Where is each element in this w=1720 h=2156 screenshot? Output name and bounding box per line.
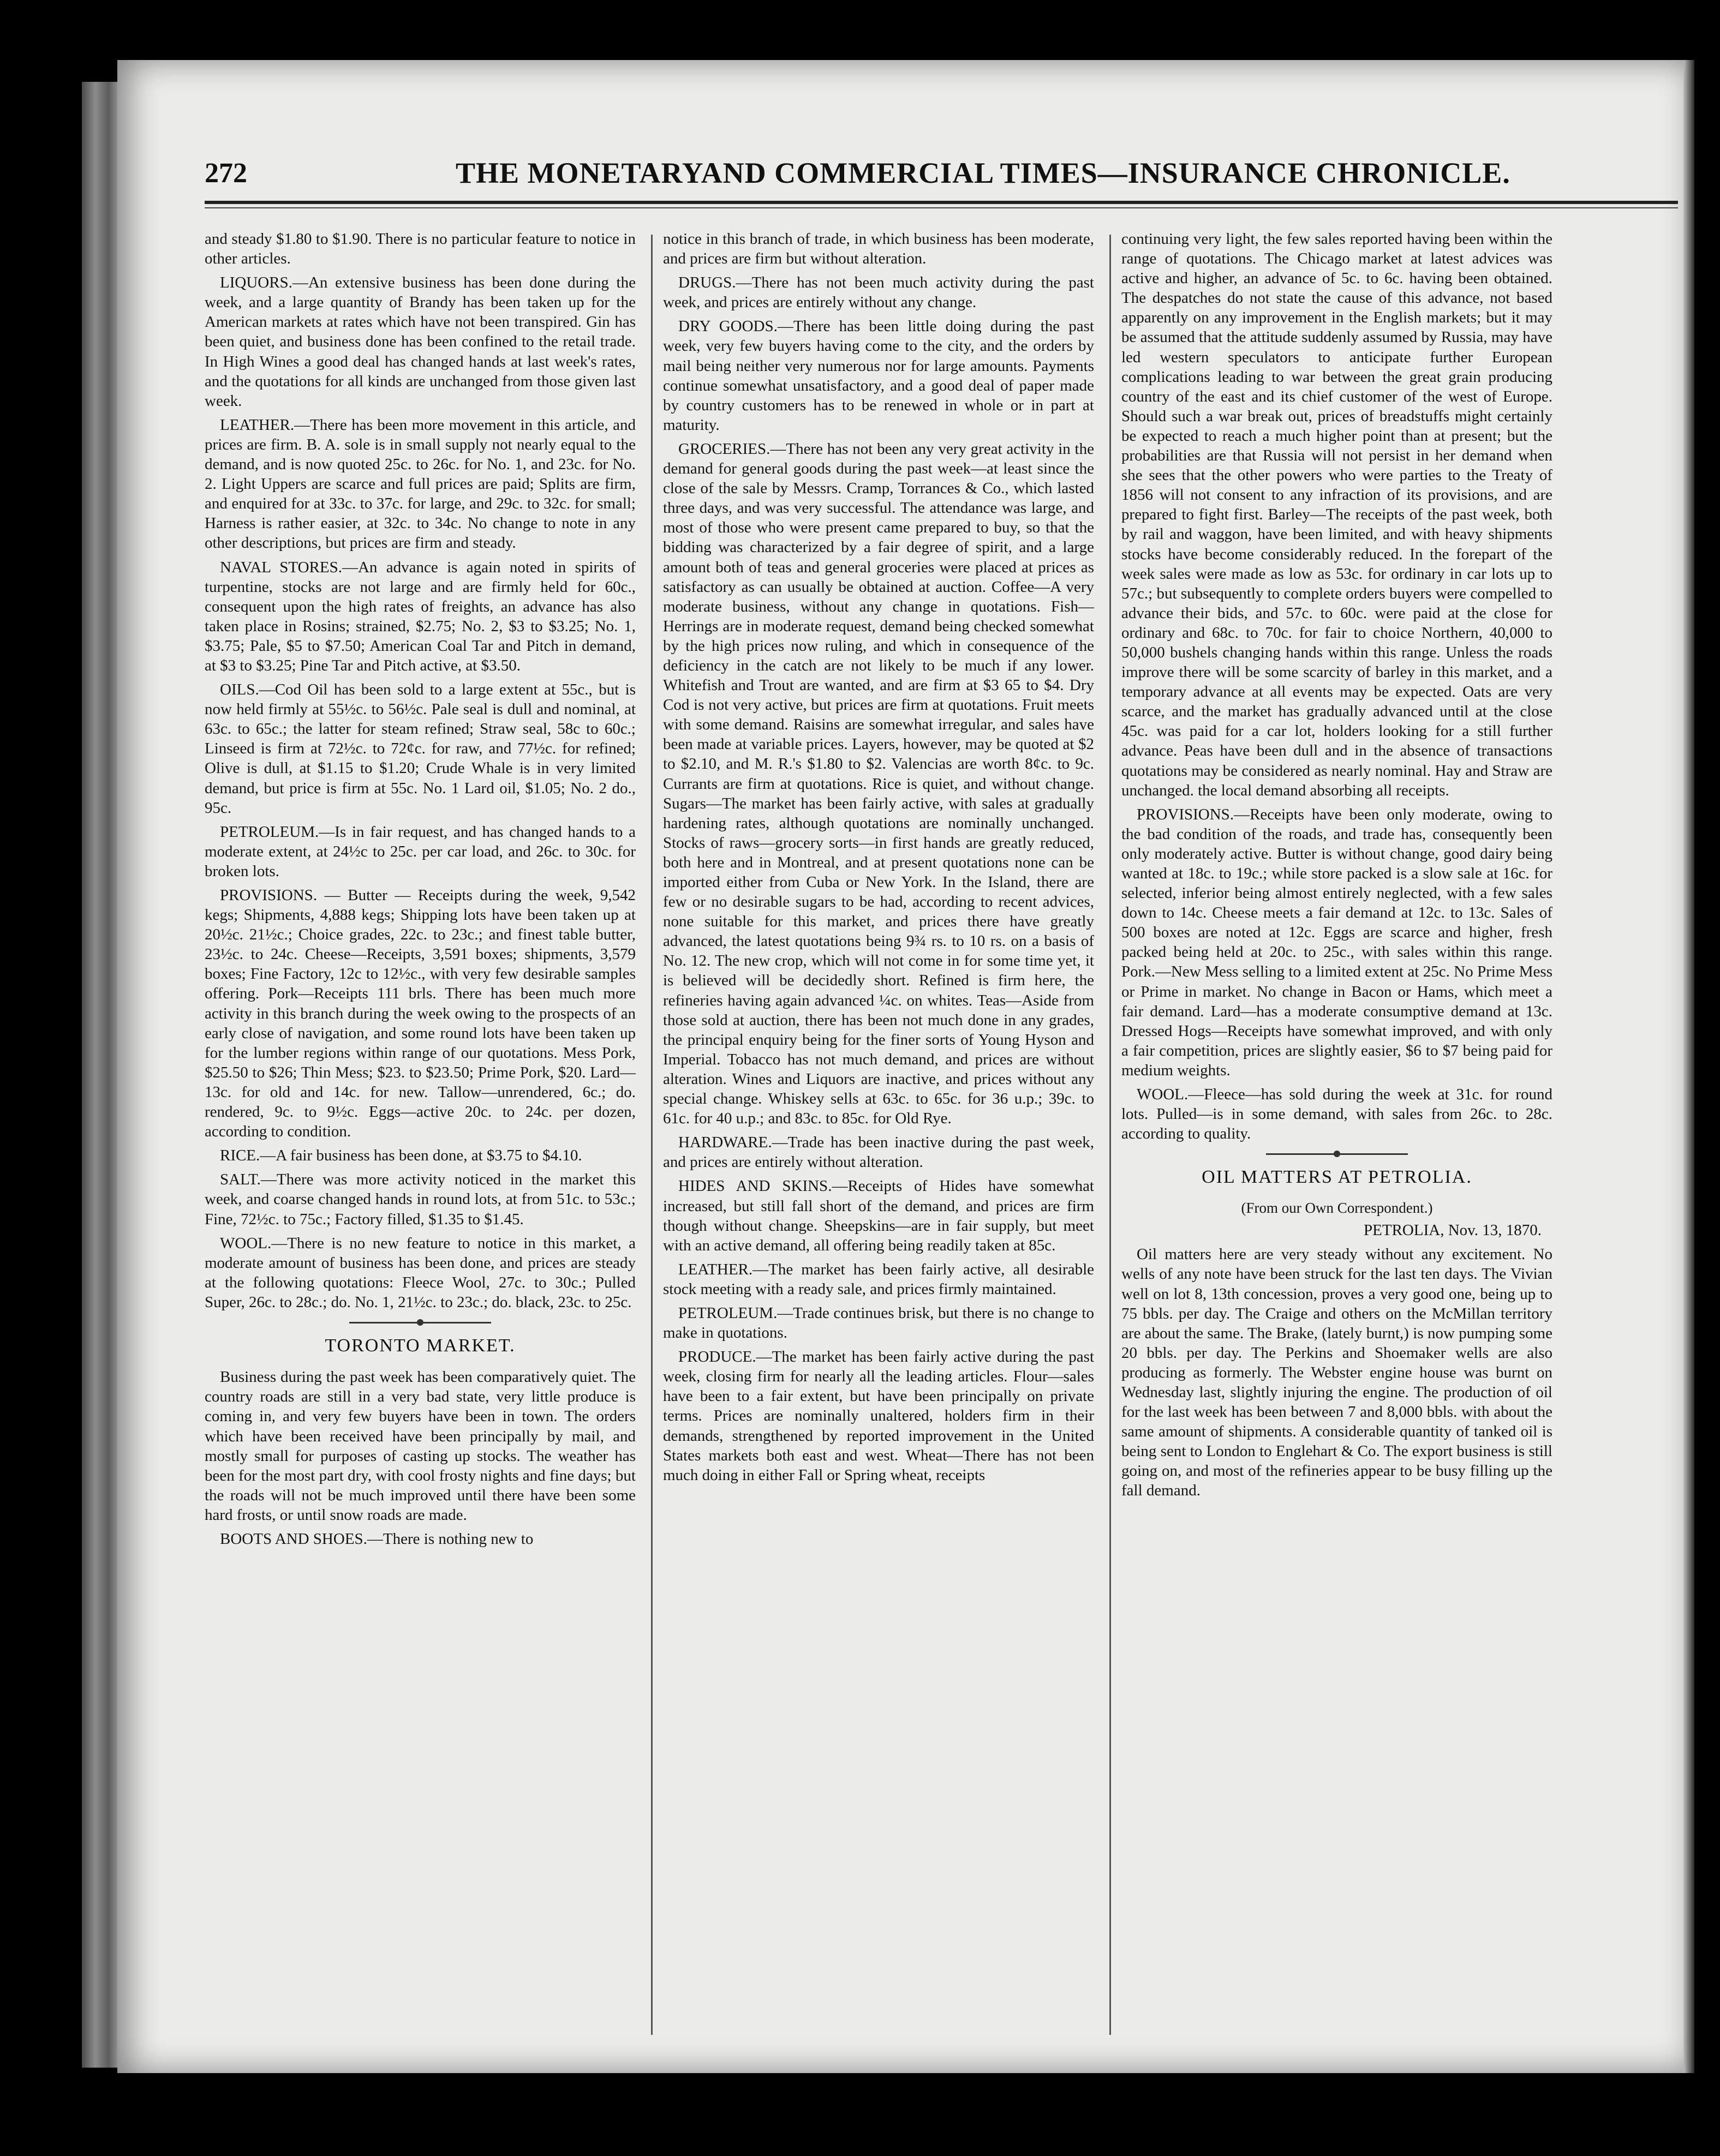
correspondent-byline: (From our Own Correspondent.) <box>1241 1199 1433 1216</box>
section-divider <box>1266 1153 1408 1155</box>
paragraph-provisions: PROVISIONS. — Butter — Receipts during the week, 9,542 kegs; Shipments, 4,888 kegs; Shipping lots have been taken up at 20½c. 21½c.; Choice grades, 22c. to 23c.; and finest table butter, 23½c. to 24c. Cheese—Receipts, 3,591 boxes; shipments, 3,579 boxes; Fine Factory, 12c to 12½c., with very few desirable samples offering. Pork—Receipts 111 brls. There has been much more activity in this branch during the week owing to the prospects of an early close of navigation, and some round lots have been taken up for the lumber regions within range of our quotations. Mess Pork, $25.50 to $26; Thin Mess; $23. to $23.50; Prime Pork, $20. Lard—13c. for old and 14c. for new. Tallow—unrendered, 6c.; do. rendered, 9c. to 9½c. Eggs—active 20c. to 24c. per dozen, according to condition. <box>205 887 636 1141</box>
paragraph-drugs: DRUGS.—There has not been much activity during the past week, and prices are entirely without any change. <box>663 274 1094 312</box>
paragraph-rice: RICE.—A fair business has been done, at $3.75 to $4.10. <box>220 1147 582 1165</box>
paragraph-leather: LEATHER.—The market has been fairly active, all desirable stock meeting with a ready sale, and prices firmly maintained. <box>663 1260 1094 1298</box>
column-rule-2 <box>1109 235 1111 2035</box>
paragraph-continued: continuing very light, the few sales reported having been within the range of quotations. The Chicago market at latest advices was active and higher, an advance of 5c. to 6c. having been obtained. The despatches do not state the cause of this advance, not based apparently on any improvement in the English markets; but it may be assumed that the attitude suddenly assumed by Russia, may have led western speculators to anticipate further European complications leading to war between the great grain producing country of the east and its chief customer of the west of Europe. Should such a war break out, prices of breadstuffs might certainly be expected to reach a much higher point than at present; but the probabilities are that Russia will not persist in her demand when she sees that the other powers who were parties to the Treaty of 1856 will not consent to any infraction of its provisions, and are prepared to fight first. Barley—The receipts of the past week, both by rail and waggon, have been limited, and with heavy shipments stocks have become considerably reduced. In the forepart of the week sales were made as low as 53c. for ordinary in car lots up to 57c.; but subsequently to complete orders buyers were compelled to advance their bids, and 57c. to 60c. were paid at the close for ordinary and 68c. to 70c. for fair to choice Northern, 40,000 to 50,000 bushels changing hands within this range. Unless the roads improve there will be some scarcity of barley in this market, and a temporary advance at all events may be expected. Oats are very scarce, and the market has gradually advanced until at the close 45c. was paid for a car lot, holders looking for a still further advance. Peas have been dull and in the absence of transactions quotations may be considered as nearly nominal. Hay and Straw are unchanged. the local demand absorbing all receipts. <box>1121 230 1552 799</box>
paragraph-business: Business during the past week has been comparatively quiet. The country roads are still in a very bad state, very little produce is coming in, and very few buyers have been in town. The orders which have been received have been principally by mail, and mostly small for purposes of casting up stocks. The weather has been for the most part dry, with cool frosty nights and fine days; but the roads will not be much improved until there have been some hard frosts, or until snow roads are made. <box>205 1368 636 1524</box>
paragraph-hides-skins: HIDES AND SKINS.—Receipts of Hides have somewhat increased, but still fall short of the demand, and prices are firm though without change. Sheepskins—are in fair supply, but meet with an active demand, all offering being readily taken at 85c. <box>663 1177 1094 1254</box>
paragraph-salt: SALT.—There was more activity noticed in the market this week, and coarse changed hands in round lots, at from 51c. to 53c.; Fine, 72½c. to 75c.; Factory filled, $1.35 to $1.45. <box>205 1171 636 1228</box>
paragraph-groceries: GROCERIES.—There has not been any very great activity in the demand for general goods during the past week—at least since the close of the sale by Messrs. Cramp, Torrances & Co., which lasted three days, and was very successful. The attendance was large, and most of those who were present came prepared to buy, so that the bidding was characterized by a fair degree of spirit, and a large amount both of teas and general groceries were placed at prices as satisfactory as can usually be obtained at auction. Coffee—A very moderate business, without any change in quotations. Fish—Herrings are in moderate request, demand being checked somewhat by the high prices now ruling, and which in consequence of the deficiency in the catch are not likely to be much if any lower. Whitefish and Trout are wanted, and are firm at $3 65 to $4. Dry Cod is not very active, but prices are firm at quotations. Fruit meets with some demand. Raisins are somewhat irregular, and sales have been made at variable prices. Layers, however, may be quoted at $2 to $2.10, and M. R.'s $1.80 to $2. Valencias are worth 8¢c. to 9c. Currants are firm at quotations. Rice is quiet, and without change. Sugars—The market has been fairly active, with sales at gradually hardening rates, although quotations are nominally unchanged. Stocks of raws—grocery sorts—in first hands are greatly reduced, both here and in Montreal, and at present quotations none can be imported either from Cuba or New York. In the Island, there are few or no desirable sugars to be had, according to recent advices, none suitable for this market, and prices there have greatly advanced, the latest quotations being 9¾ rs. to 10 rs. on a basis of No. 12. The new crop, which will not come in for some time yet, it is believed will be decidedly short. Refined is firm here, the refineries having again advanced ¼c. on whites. Teas—Aside from those sold at auction, there has been not much done in any grades, the principal enquiry being for the finer sorts of Young Hyson and Imperial. Tobacco has not much demand, and prices are without alteration. Wines and Liquors are inactive, and prices without any special change. Whiskey sells at 63c. to 65c. for 36 u.p.; 39c. to 61c. for 40 u.p.; and 83c. to 85c. for Old Rye. <box>663 440 1094 1128</box>
header-rule <box>205 201 1678 204</box>
header-rule-thin <box>205 207 1678 208</box>
paragraph-wool: WOOL.—There is no new feature to notice in this market, a moderate amount of business has been done, and prices are steady at the following quotations: Fleece Wool, 27c. to 30c.; Pulled Super, 26c. to 28c.; do. No. 1, 21½c. to 23c.; do. black, 23c. to 25c. <box>205 1234 636 1311</box>
paragraph-hardware: HARDWARE.—Trade has been inactive during the past week, and prices are entirely without alteration. <box>663 1134 1094 1171</box>
page-edge-shadow <box>1683 60 1694 2073</box>
paragraph-continued: and steady $1.80 to $1.90. There is no particular feature to notice in other articles. <box>205 230 636 268</box>
paragraph-boots-shoes: BOOTS AND SHOES.—There is nothing new to <box>220 1530 534 1548</box>
paragraph-wool: WOOL.—Fleece—has sold during the week at 31c. for round lots. Pulled—is in some demand, with sales from 26c. to 28c. according to quality. <box>1121 1086 1552 1143</box>
paragraph-dry-goods: DRY GOODS.—There has been little doing during the past week, very few buyers having come to the city, and the orders by mail being neither very numerous nor for large amounts. Payments continue somewhat unsatisfactory, and a good deal of paper made by country customers has to be renewed in whole or in part at maturity. <box>663 318 1094 434</box>
dateline: PETROLIA, Nov. 13, 1870. <box>1364 1221 1542 1239</box>
column-1 <box>205 229 636 1553</box>
section-divider <box>349 1322 491 1323</box>
book-spine <box>82 82 120 2068</box>
column-3 <box>1121 229 1552 1505</box>
page-number: 272 <box>205 158 247 189</box>
paragraph-naval-stores: NAVAL STORES.—An advance is again noted in spirits of turpentine, stocks are not large and are firmly held for 60c., consequent upon the high rates of freights, an advance has also taken place in Rosins; strained, $2.75; No. 2, $3 to $3.25; No. 1, $3.75; Pale, $5 to $7.50; American Coal Tar and Pitch in demand, at $3 to $3.25; Pine Tar and Pitch active, at $3.50. <box>205 558 636 674</box>
page-title: THE MONETARYAND COMMERCIAL TIMES—INSURANCE CHRONICLE. <box>456 157 1510 189</box>
paragraph-produce: PRODUCE.—The market has been fairly active during the past week, closing firm for nearly all the leading articles. Flour—sales have been to a fair extent, but have been principally on private terms. Prices are nominally unaltered, holders firm in their demands, strengthened by reported improvement in the United States markets both east and west. Wheat—There has not been much doing in either Fall or Spring wheat, receipts <box>663 1348 1094 1484</box>
paragraph-continued: notice in this branch of trade, in which business has been moderate, and prices are firm but without alteration. <box>663 230 1094 268</box>
column-rule-1 <box>651 235 653 2035</box>
heading-toronto-market: TORONTO MARKET. <box>325 1335 516 1356</box>
paragraph-liquors: LIQUORS.—An extensive business has been done during the week, and a large quantity of Brandy has been taken up for the American markets at rates which have not been transpired. Gin has been quiet, and business done has been confined to the retail trade. In High Wines a good deal has changed hands at last week's rates, and the quotations for all kinds are unchanged from those given last week. <box>205 274 636 410</box>
column-2 <box>663 229 1094 1489</box>
paragraph-provisions: PROVISIONS.—Receipts have been only moderate, owing to the bad condition of the roads, and trade has, consequently been only moderately active. Butter is without change, good dairy being wanted at 18c. to 19c.; while store packed is a slow sale at 16c. for selected, inferior being almost entirely neglected, with a few sales down to 14c. Cheese meets a fair demand at 12c. to 13c. Sales of 500 boxes are noted at 12c. Eggs are scarce and higher, fresh packed being held at 20c. to 25c., with sales within this range. Pork.—New Mess selling to a limited extent at 25c. No Prime Mess or Prime in market. No change in Bacon or Hams, which meet a fair demand. Lard—has a moderate consumptive demand at 13c. Dressed Hogs—Receipts have somewhat improved, and with only a fair competition, prices are slightly easier, $6 to $7 being paid for medium weights. <box>1121 805 1552 1079</box>
paragraph-leather: LEATHER.—There has been more movement in this article, and prices are firm. B. A. sole is in small supply not nearly equal to the demand, and is now quoted 25c. to 26c. for No. 1, and 23c. for No. 2. Light Uppers are scarce and full prices are paid; Splits are firm, and enquired for at 33c. to 37c. for large, and 29c. to 32c. for small; Harness is rather easier, at 32c. to 34c. No change to note in any other descriptions, but prices are firm and steady. <box>205 416 636 552</box>
newspaper-page <box>117 60 1683 2073</box>
paragraph-oil-matters: Oil matters here are very steady without any excitement. No wells of any note have been struck for the last ten days. The Vivian well on lot 8, 13th concession, proves a very good one, being up to 75 bbls. per day. The Craige and others on the McMillan territory are about the same. The Brake, (lately burnt,) is now pumping some 20 bbls. per day. The Perkins and Shoemaker wells are also producing as formerly. The Webster engine house was burnt on Wednesday last, slightly injuring the engine. The production of oil for the last week has been between 7 and 8,000 bbls. with about the same amount of shipments. A considerable quantity of tanked oil is being sent to London to Englehart & Co. The export business is still going on, and most of the refineries appear to be busy filling up the fall demand. <box>1121 1245 1552 1500</box>
paragraph-petroleum: PETROLEUM.—Is in fair request, and has changed hands to a moderate extent, at 24½c to 25c. per car load, and 26c. to 30c. for broken lots. <box>205 823 636 880</box>
paragraph-petroleum: PETROLEUM.—Trade continues brisk, but there is no change to make in quotations. <box>663 1304 1094 1342</box>
heading-oil-matters: OIL MATTERS AT PETROLIA. <box>1202 1167 1472 1188</box>
paragraph-oils: OILS.—Cod Oil has been sold to a large extent at 55c., but is now held firmly at 55½c. to 56½c. Pale seal is dull and nominal, at 63c. to 65c.; the latter for steam refined; Straw seal, 58c to 60c.; Linseed is firm at 72½c. to 72¢c. for raw, and 77½c. for refined; Olive is dull, at $1.15 to $1.20; Crude Whale is in very limited demand, but price is firm at 55c. No. 1 Lard oil, $1.05; No. 2 do., 95c. <box>205 681 636 817</box>
